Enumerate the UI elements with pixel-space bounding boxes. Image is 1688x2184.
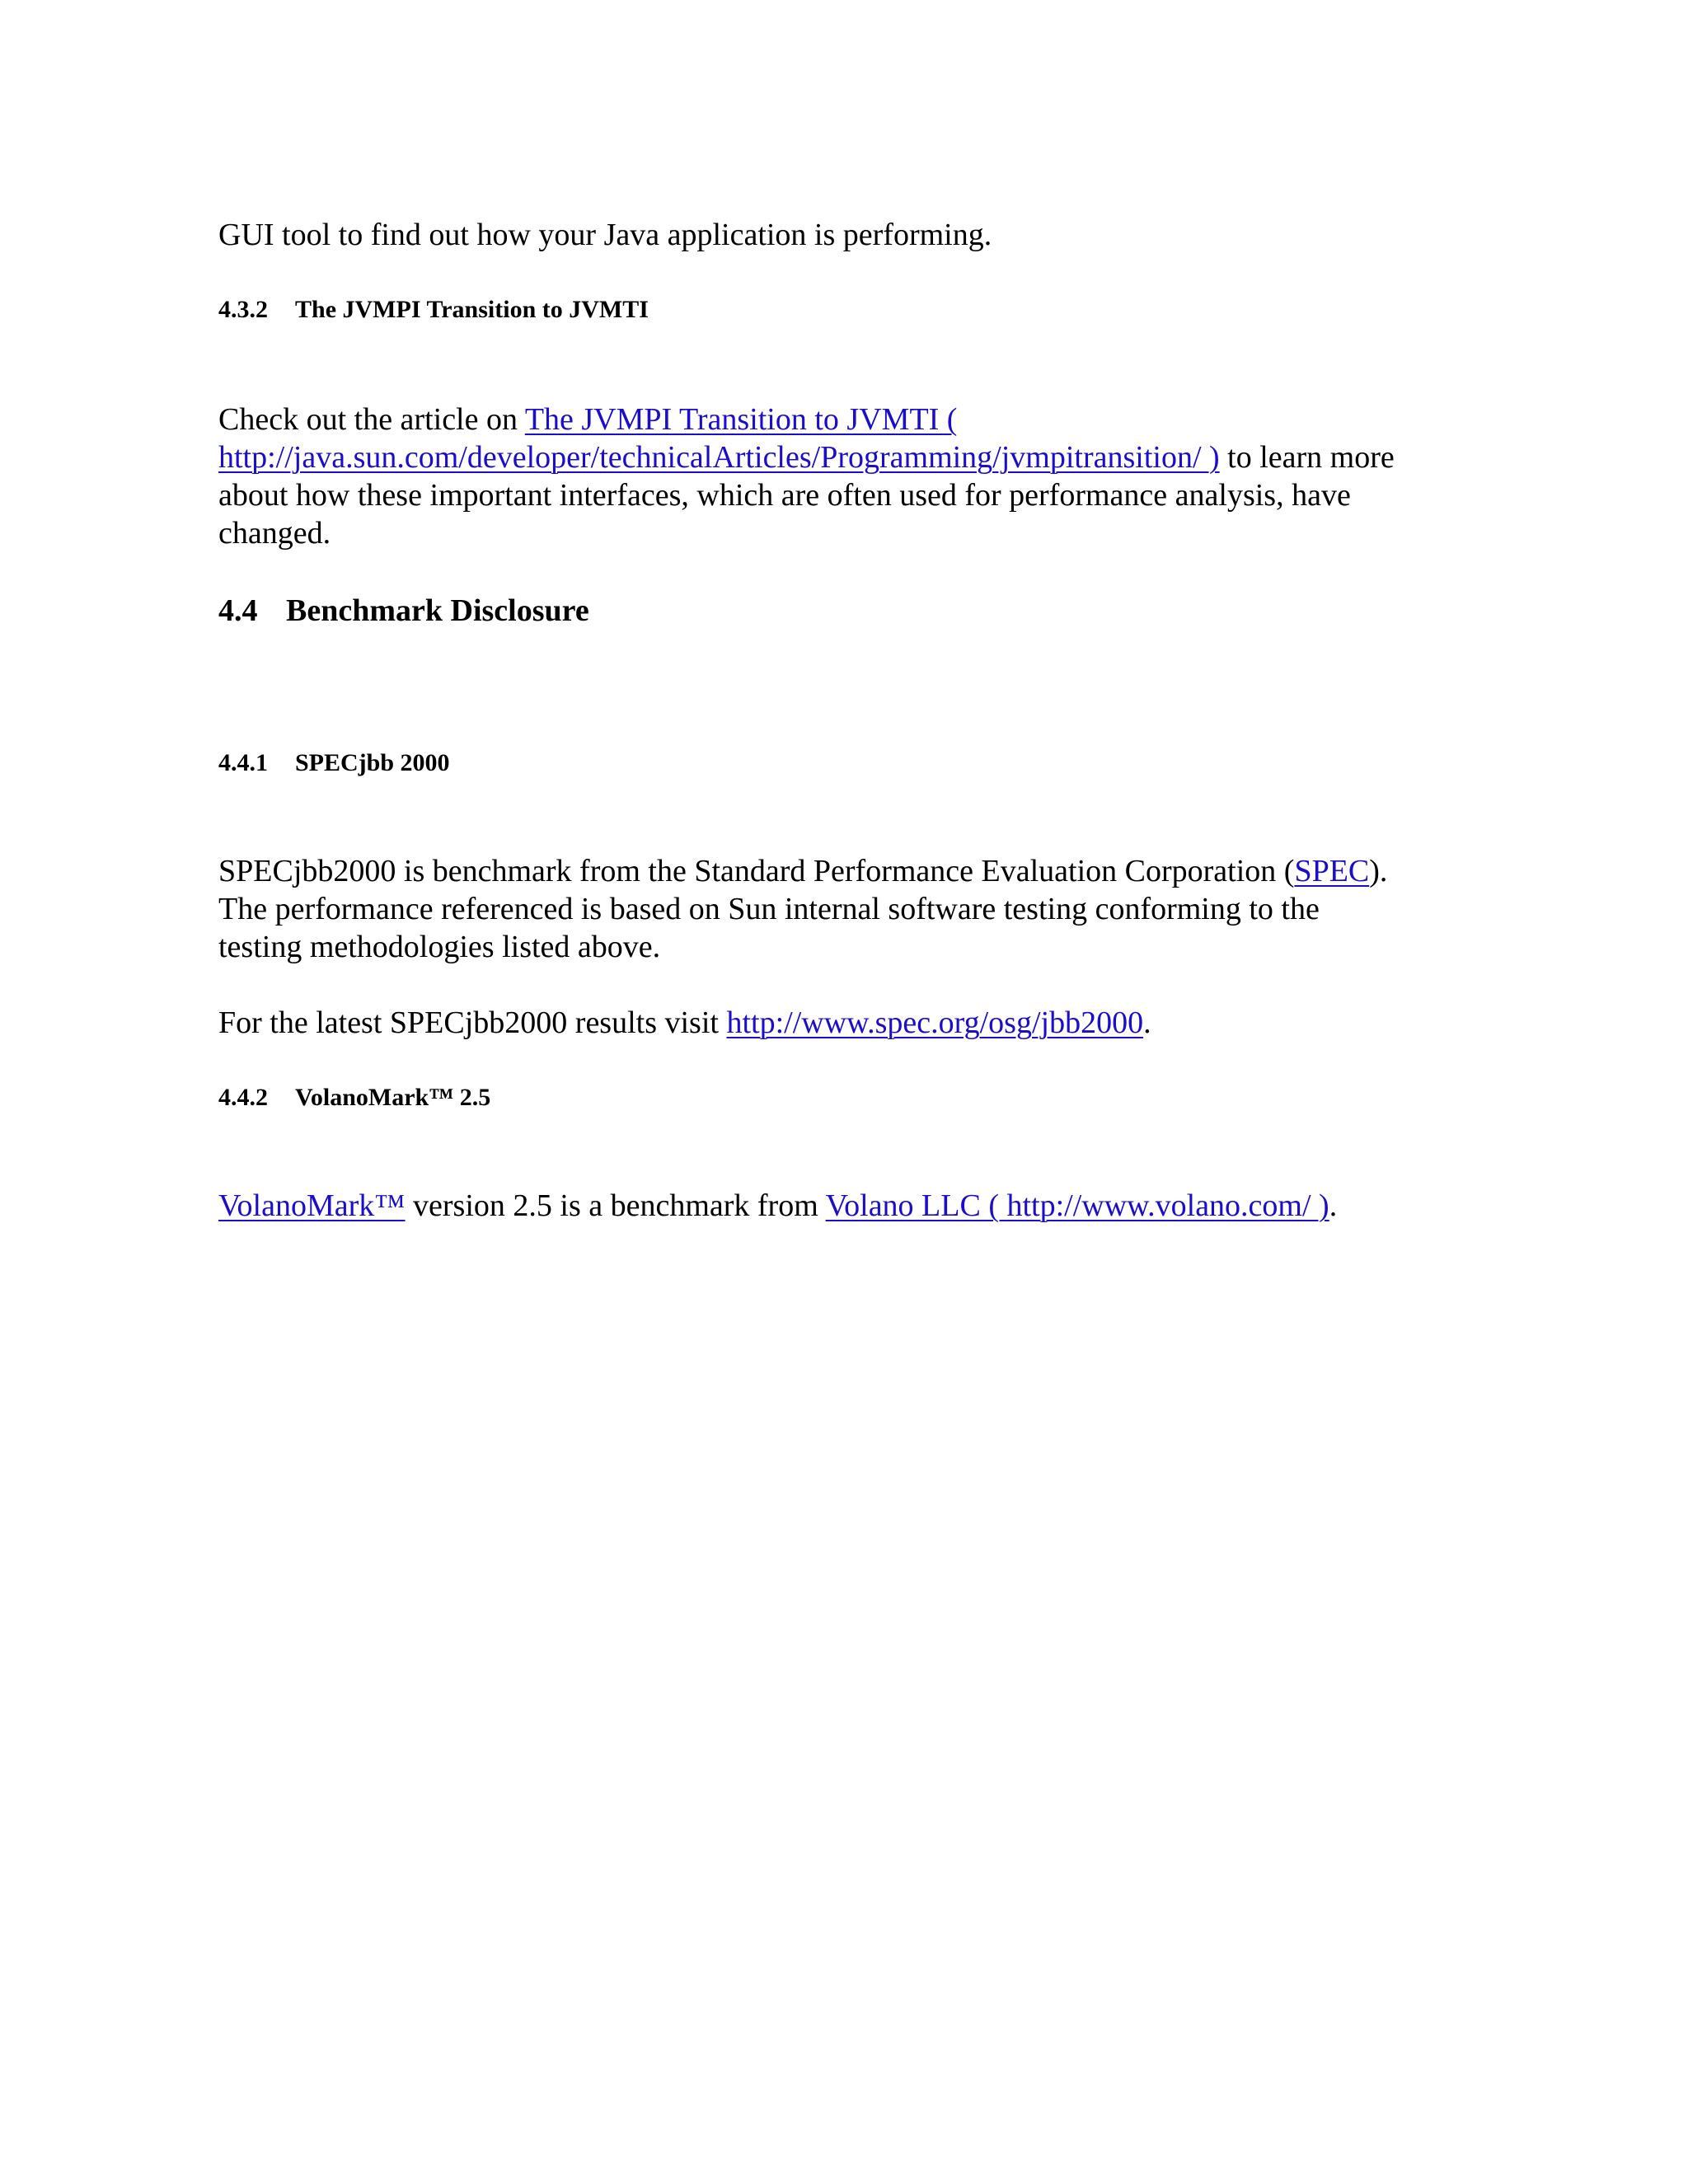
paragraph-text: .	[1143, 1005, 1151, 1040]
heading-number: 4.3.2	[218, 296, 268, 323]
paragraph-text: about how these important interfaces, which are often used for performance analysis, have	[218, 478, 1351, 513]
paragraph-line	[218, 401, 1471, 438]
specjbb-results-paragraph	[218, 1004, 1471, 1042]
jvmpi-article-url-link[interactable]: http://java.sun.com/developer/technicalArticles/Programming/jvmpitransition/ )	[218, 440, 1220, 475]
paragraph-line	[218, 476, 1471, 514]
heading-number: 4.4	[218, 593, 258, 628]
heading-number: 4.4.1	[218, 749, 268, 776]
heading-4-4	[218, 592, 1471, 630]
jvmpi-article-link[interactable]: The JVMPI Transition to JVMTI (	[524, 402, 958, 437]
heading-title: VolanoMark™ 2.5	[295, 1084, 491, 1111]
paragraph-line	[218, 852, 1471, 890]
heading-title: Benchmark Disclosure	[286, 593, 589, 628]
paragraph-line	[218, 890, 1471, 928]
heading-title: SPECjbb 2000	[295, 749, 450, 776]
volanomark-link[interactable]: VolanoMark™	[218, 1188, 406, 1223]
paragraph-line	[218, 514, 1471, 552]
paragraph-line	[218, 438, 1471, 476]
paragraph-text: Check out the article on	[218, 402, 525, 437]
volano-llc-link[interactable]: Volano LLC ( http://www.volano.com/ )	[825, 1188, 1329, 1223]
heading-title: The JVMPI Transition to JVMTI	[295, 296, 649, 323]
heading-number: 4.4.2	[218, 1084, 268, 1111]
paragraph-text: testing methodologies listed above.	[218, 930, 661, 964]
paragraph-text: The performance referenced is based on Sun internal software testing conforming to the	[218, 892, 1320, 926]
paragraph-text: For the latest SPECjbb2000 results visit	[218, 1005, 727, 1040]
intro-paragraph	[218, 216, 1471, 254]
volanomark-paragraph	[218, 1187, 1471, 1225]
jvmpi-paragraph	[218, 401, 1471, 552]
paragraph-line	[218, 928, 1471, 966]
specjbb-paragraph	[218, 852, 1471, 966]
intro-text: GUI tool to find out how your Java application is performing.	[218, 218, 992, 252]
specjbb-results-link[interactable]: http://www.spec.org/osg/jbb2000	[726, 1005, 1144, 1040]
paragraph-text: ).	[1369, 854, 1388, 888]
paragraph-text: .	[1329, 1188, 1338, 1223]
paragraph-text: version 2.5 is a benchmark from	[405, 1188, 826, 1223]
paragraph-text: changed.	[218, 516, 331, 551]
paragraph-text: SPECjbb2000 is benchmark from the Standard Performance Evaluation Corporation (	[218, 854, 1295, 888]
spec-link[interactable]: SPEC	[1294, 854, 1370, 888]
heading-4-4-2	[218, 1083, 1471, 1113]
paragraph-text: to learn more	[1219, 440, 1395, 475]
heading-4-3-2	[218, 295, 1471, 325]
heading-4-4-1	[218, 748, 1471, 778]
